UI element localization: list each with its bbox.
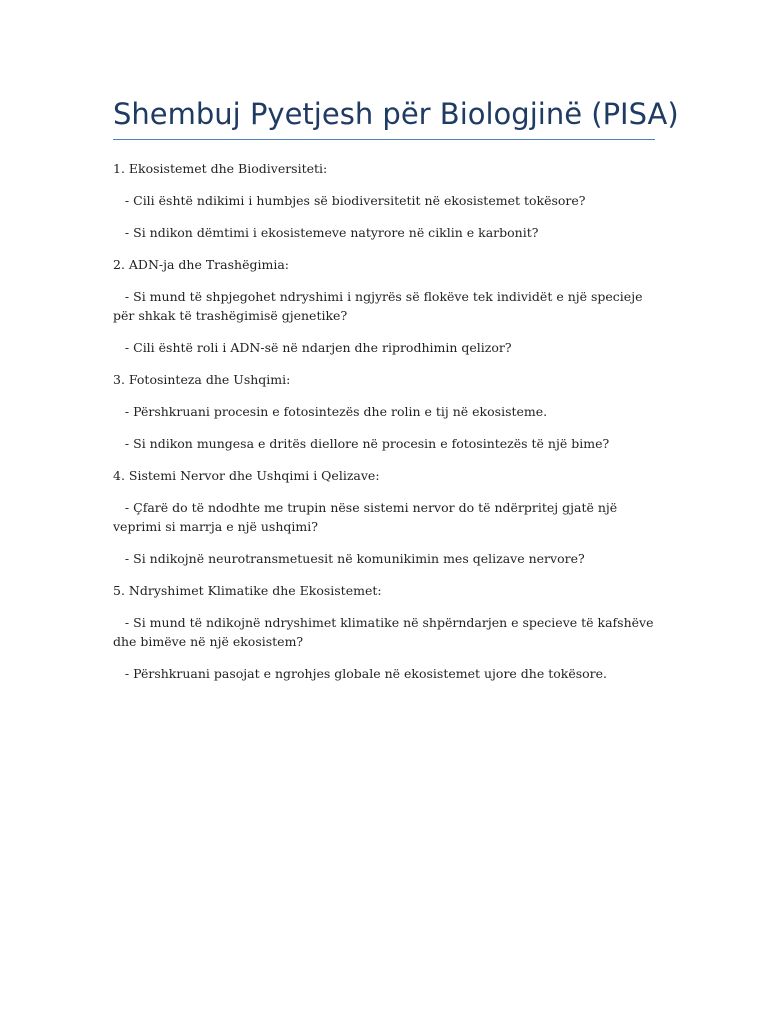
question-item: - Si ndikon mungesa e dritës diellore në procesin e fotosintezës të një bime? (113, 436, 610, 451)
question-text: Cili është ndikimi i humbjes së biodiversitetit në ekosistemet tokësore? (133, 193, 586, 208)
title-divider (113, 139, 655, 140)
question-text: Përshkruani procesin e fotosintezës dhe rolin e tij në ekosisteme. (133, 404, 548, 419)
question-item: - Përshkruani procesin e fotosintezës dhe rolin e tij në ekosisteme. (113, 404, 548, 419)
section-heading: 5. Ndryshimet Klimatike dhe Ekosistemet: (113, 583, 382, 598)
question-text: Si mund të ndikojnë ndryshimet klimatike në shpërndarjen e specieve të kafshëve dhe bimëve në një ekosistem? (113, 615, 654, 649)
question-text: Si mund të shpjegohet ndryshimi i ngjyrës së flokëve tek individët e një specieje për shkak të trashëgimisë gjenetike? (113, 289, 643, 323)
document-body (113, 159, 655, 696)
section-heading: 4. Sistemi Nervor dhe Ushqimi i Qelizave: (113, 468, 380, 483)
question-text: Si ndikon dëmtimi i ekosistemeve natyrore në ciklin e karbonit? (133, 225, 539, 240)
question-text: Përshkruani pasojat e ngrohjes globale në ekosistemet ujore dhe tokësore. (133, 666, 608, 681)
question-item: - Cili është ndikimi i humbjes së biodiversitetit në ekosistemet tokësore? (113, 193, 586, 208)
question-item: - Përshkruani pasojat e ngrohjes globale në ekosistemet ujore dhe tokësore. (113, 666, 608, 681)
question-item: - Çfarë do të ndodhte me trupin nëse sistemi nervor do të ndërpritej gjatë një veprimi si marrja e një ushqimi? (113, 500, 618, 534)
question-item: - Cili është roli i ADN-së në ndarjen dhe riprodhimin qelizor? (113, 340, 512, 355)
question-text: Cili është roli i ADN-së në ndarjen dhe riprodhimin qelizor? (133, 340, 512, 355)
question-text: Çfarë do të ndodhte me trupin nëse sistemi nervor do të ndërpritej gjatë një veprimi si marrja e një ushqimi? (113, 500, 618, 534)
question-text: Si ndikon mungesa e dritës diellore në procesin e fotosintezës të një bime? (133, 436, 610, 451)
question-item: - Si mund të shpjegohet ndryshimi i ngjyrës së flokëve tek individët e një specieje për shkak të trashëgimisë gjenetike? (113, 289, 643, 323)
question-item: - Si mund të ndikojnë ndryshimet klimatike në shpërndarjen e specieve të kafshëve dhe bimëve në një ekosistem? (113, 615, 654, 649)
question-item: - Si ndikon dëmtimi i ekosistemeve natyrore në ciklin e karbonit? (113, 225, 539, 240)
page-title: Shembuj Pyetjesh për Biologjinë (PISA) (113, 97, 679, 131)
question-text: Si ndikojnë neurotransmetuesit në komunikimin mes qelizave nervore? (133, 551, 585, 566)
section-heading: 3. Fotosinteza dhe Ushqimi: (113, 372, 291, 387)
question-item: - Si ndikojnë neurotransmetuesit në komunikimin mes qelizave nervore? (113, 551, 585, 566)
section-heading: 1. Ekosistemet dhe Biodiversiteti: (113, 161, 328, 176)
section-heading: 2. ADN-ja dhe Trashëgimia: (113, 257, 289, 272)
